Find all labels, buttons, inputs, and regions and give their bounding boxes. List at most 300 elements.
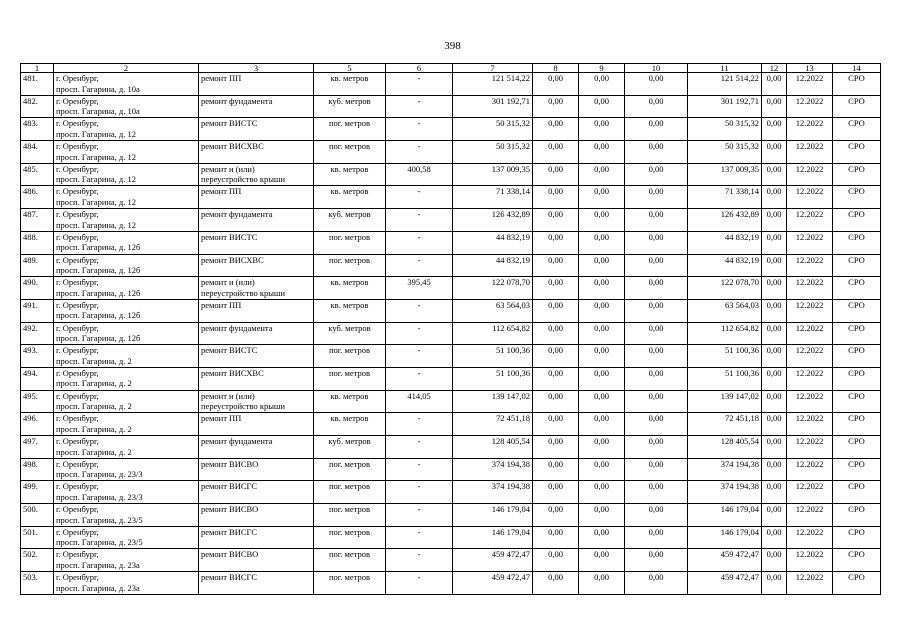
volume-cell: - — [386, 458, 453, 481]
unit-cell: пог. метров — [314, 254, 386, 277]
method-cell: СРО — [833, 231, 881, 254]
address-street: просп. Гагарина, д. 12 — [56, 128, 137, 139]
value-cell-10: 0,00 — [625, 572, 688, 595]
value-cell-9: 0,00 — [579, 549, 625, 572]
address-city: г. Оренбург, — [56, 118, 99, 129]
method-cell: СРО — [833, 254, 881, 277]
row-number-cell: 495. — [21, 390, 54, 413]
address-city: г. Оренбург, — [56, 163, 99, 174]
method-cell: СРО — [833, 526, 881, 549]
value-cell-12: 0,00 — [762, 141, 787, 164]
table-row — [21, 458, 881, 481]
volume-cell: - — [386, 436, 453, 459]
work-type-line1: ремонт ВИСХВС — [201, 141, 264, 152]
address-cell — [54, 458, 199, 481]
value-cell-10: 0,00 — [625, 413, 688, 436]
volume-cell: - — [386, 549, 453, 572]
deadline-cell: 12.2022 — [787, 141, 833, 164]
value-cell-12: 0,00 — [762, 254, 787, 277]
value-cell-12: 0,00 — [762, 118, 787, 141]
address-street: просп. Гагарина, д. 12б — [56, 333, 141, 344]
work-type-cell — [199, 277, 314, 300]
method-cell: СРО — [833, 345, 881, 368]
row-number-cell: 500. — [21, 504, 54, 527]
value-cell-10: 0,00 — [625, 254, 688, 277]
volume-cell: - — [386, 345, 453, 368]
work-type-cell — [199, 345, 314, 368]
total-cost-cell: 459 472,47 — [453, 572, 533, 595]
table-row — [21, 254, 881, 277]
value-cell-10: 0,00 — [625, 209, 688, 232]
value-cell-9: 0,00 — [579, 504, 625, 527]
address-city: г. Оренбург, — [56, 231, 99, 242]
value-cell-12: 0,00 — [762, 504, 787, 527]
value-cell-9: 0,00 — [579, 390, 625, 413]
deadline-cell: 12.2022 — [787, 163, 833, 186]
volume-cell: - — [386, 504, 453, 527]
address-cell — [54, 186, 199, 209]
address-street: просп. Гагарина, д. 2 — [56, 378, 132, 389]
address-city: г. Оренбург, — [56, 322, 99, 333]
work-type-cell — [199, 572, 314, 595]
value-cell-8: 0,00 — [533, 277, 579, 300]
value-cell-12: 0,00 — [762, 345, 787, 368]
value-cell-10: 0,00 — [625, 231, 688, 254]
deadline-cell: 12.2022 — [787, 299, 833, 322]
work-type-cell — [199, 95, 314, 118]
deadline-cell: 12.2022 — [787, 572, 833, 595]
address-city: г. Оренбург, — [56, 413, 99, 424]
total-cost-cell: 121 514,22 — [453, 73, 533, 96]
total-cost-cell: 50 315,32 — [453, 118, 533, 141]
unit-cell: пог. метров — [314, 572, 386, 595]
address-street: просп. Гагарина, д. 12 — [56, 151, 137, 162]
deadline-cell: 12.2022 — [787, 231, 833, 254]
work-type-line1: ремонт ВИСТС — [201, 118, 258, 129]
work-type-line1: ремонт ПП — [201, 299, 242, 310]
address-street: просп. Гагарина, д. 23/5 — [56, 514, 143, 525]
value-cell-8: 0,00 — [533, 254, 579, 277]
column-header: 7 — [453, 64, 533, 73]
work-type-cell — [199, 436, 314, 459]
address-cell — [54, 118, 199, 141]
total-cost-cell: 301 192,71 — [453, 95, 533, 118]
work-type-cell — [199, 367, 314, 390]
value-cell-9: 0,00 — [579, 458, 625, 481]
column-header: 2 — [54, 64, 199, 73]
total-cost-cell: 128 405,54 — [453, 436, 533, 459]
work-type-cell — [199, 254, 314, 277]
value-cell-9: 0,00 — [579, 186, 625, 209]
address-city: г. Оренбург, — [56, 254, 99, 265]
deadline-cell: 12.2022 — [787, 367, 833, 390]
fund-cost-cell: 137 009,35 — [688, 163, 762, 186]
address-city: г. Оренбург, — [56, 186, 99, 197]
table-row — [21, 436, 881, 459]
deadline-cell: 12.2022 — [787, 345, 833, 368]
fund-cost-cell: 139 147,02 — [688, 390, 762, 413]
address-cell — [54, 95, 199, 118]
value-cell-9: 0,00 — [579, 95, 625, 118]
value-cell-8: 0,00 — [533, 95, 579, 118]
work-type-cell — [199, 481, 314, 504]
value-cell-8: 0,00 — [533, 299, 579, 322]
column-header: 13 — [787, 64, 833, 73]
total-cost-cell: 139 147,02 — [453, 390, 533, 413]
value-cell-12: 0,00 — [762, 299, 787, 322]
value-cell-9: 0,00 — [579, 118, 625, 141]
address-city: г. Оренбург, — [56, 73, 99, 83]
address-cell — [54, 413, 199, 436]
fund-cost-cell: 50 315,32 — [688, 118, 762, 141]
value-cell-10: 0,00 — [625, 322, 688, 345]
volume-cell: - — [386, 367, 453, 390]
volume-cell: - — [386, 186, 453, 209]
unit-cell: кв. метров — [314, 163, 386, 186]
unit-cell: пог. метров — [314, 141, 386, 164]
unit-cell: пог. метров — [314, 118, 386, 141]
unit-cell: пог. метров — [314, 231, 386, 254]
value-cell-10: 0,00 — [625, 458, 688, 481]
fund-cost-cell: 374 194,38 — [688, 481, 762, 504]
total-cost-cell: 44 832,19 — [453, 231, 533, 254]
unit-cell: пог. метров — [314, 345, 386, 368]
fund-cost-cell: 72 451,18 — [688, 413, 762, 436]
address-street: просп. Гагарина, д. 2 — [56, 355, 132, 366]
value-cell-8: 0,00 — [533, 413, 579, 436]
table-row — [21, 549, 881, 572]
column-header: 11 — [688, 64, 762, 73]
work-type-cell — [199, 163, 314, 186]
value-cell-8: 0,00 — [533, 209, 579, 232]
total-cost-cell: 72 451,18 — [453, 413, 533, 436]
address-city: г. Оренбург, — [56, 436, 99, 446]
fund-cost-cell: 51 100,36 — [688, 345, 762, 368]
table-row — [21, 413, 881, 436]
unit-cell: куб. метров — [314, 95, 386, 118]
address-street: просп. Гагарина, д. 23а — [56, 582, 140, 593]
column-header: 8 — [533, 64, 579, 73]
address-city: г. Оренбург, — [56, 95, 99, 106]
row-number-cell: 488. — [21, 231, 54, 254]
volume-cell: - — [386, 322, 453, 345]
deadline-cell: 12.2022 — [787, 458, 833, 481]
row-number-cell: 498. — [21, 458, 54, 481]
table-row — [21, 277, 881, 300]
address-street: просп. Гагарина, д. 23/3 — [56, 469, 143, 480]
row-number-cell: 485. — [21, 163, 54, 186]
value-cell-12: 0,00 — [762, 367, 787, 390]
value-cell-10: 0,00 — [625, 141, 688, 164]
work-type-line1: ремонт фундамента — [201, 436, 273, 446]
unit-cell: кв. метров — [314, 73, 386, 96]
value-cell-9: 0,00 — [579, 322, 625, 345]
value-cell-12: 0,00 — [762, 322, 787, 345]
total-cost-cell: 112 654,82 — [453, 322, 533, 345]
address-city: г. Оренбург, — [56, 458, 99, 469]
address-city: г. Оренбург, — [56, 299, 99, 310]
address-street: просп. Гагарина, д. 12б — [56, 287, 141, 298]
address-street: просп. Гагарина, д. 10а — [56, 83, 140, 94]
row-number-cell: 499. — [21, 481, 54, 504]
work-type-cell — [199, 322, 314, 345]
work-type-line1: ремонт фундамента — [201, 209, 273, 220]
value-cell-9: 0,00 — [579, 141, 625, 164]
address-city: г. Оренбург, — [56, 390, 99, 401]
work-type-line1: ремонт и (или) — [201, 390, 255, 401]
row-number-cell: 481. — [21, 73, 54, 96]
volume-cell: - — [386, 254, 453, 277]
value-cell-8: 0,00 — [533, 436, 579, 459]
column-header: 9 — [579, 64, 625, 73]
method-cell: СРО — [833, 95, 881, 118]
address-cell — [54, 436, 199, 459]
deadline-cell: 12.2022 — [787, 209, 833, 232]
method-cell: СРО — [833, 572, 881, 595]
fund-cost-cell: 63 564,03 — [688, 299, 762, 322]
column-header: 1 — [21, 64, 54, 73]
work-type-cell — [199, 458, 314, 481]
address-city: г. Оренбург, — [56, 549, 99, 560]
fund-cost-cell: 459 472,47 — [688, 549, 762, 572]
value-cell-12: 0,00 — [762, 436, 787, 459]
total-cost-cell: 71 338,14 — [453, 186, 533, 209]
volume-cell: - — [386, 95, 453, 118]
method-cell: СРО — [833, 163, 881, 186]
value-cell-8: 0,00 — [533, 526, 579, 549]
unit-cell: пог. метров — [314, 458, 386, 481]
address-street: просп. Гагарина, д. 10а — [56, 106, 140, 117]
value-cell-10: 0,00 — [625, 73, 688, 96]
table-row — [21, 345, 881, 368]
column-header: 6 — [386, 64, 453, 73]
value-cell-12: 0,00 — [762, 572, 787, 595]
value-cell-8: 0,00 — [533, 572, 579, 595]
column-number-row — [21, 64, 881, 73]
row-number-cell: 483. — [21, 118, 54, 141]
value-cell-8: 0,00 — [533, 549, 579, 572]
unit-cell: пог. метров — [314, 504, 386, 527]
address-cell — [54, 299, 199, 322]
address-street: просп. Гагарина, д. 12 — [56, 196, 137, 207]
value-cell-8: 0,00 — [533, 390, 579, 413]
value-cell-12: 0,00 — [762, 526, 787, 549]
deadline-cell: 12.2022 — [787, 413, 833, 436]
total-cost-cell: 51 100,36 — [453, 345, 533, 368]
work-type-cell — [199, 141, 314, 164]
value-cell-9: 0,00 — [579, 73, 625, 96]
value-cell-10: 0,00 — [625, 277, 688, 300]
unit-cell: пог. метров — [314, 481, 386, 504]
address-cell — [54, 254, 199, 277]
unit-cell: пог. метров — [314, 526, 386, 549]
deadline-cell: 12.2022 — [787, 549, 833, 572]
value-cell-12: 0,00 — [762, 186, 787, 209]
value-cell-10: 0,00 — [625, 390, 688, 413]
fund-cost-cell: 44 832,19 — [688, 231, 762, 254]
work-type-cell — [199, 231, 314, 254]
page-number: 398 — [444, 40, 461, 52]
table-row — [21, 481, 881, 504]
deadline-cell: 12.2022 — [787, 277, 833, 300]
table-row — [21, 526, 881, 549]
value-cell-9: 0,00 — [579, 367, 625, 390]
value-cell-8: 0,00 — [533, 141, 579, 164]
value-cell-10: 0,00 — [625, 95, 688, 118]
work-type-cell — [199, 118, 314, 141]
table-row — [21, 95, 881, 118]
volume-cell: - — [386, 73, 453, 96]
work-type-line1: ремонт ВИСВО — [201, 549, 259, 560]
method-cell: СРО — [833, 481, 881, 504]
address-cell — [54, 390, 199, 413]
value-cell-9: 0,00 — [579, 299, 625, 322]
table-row — [21, 299, 881, 322]
method-cell: СРО — [833, 118, 881, 141]
table-row — [21, 367, 881, 390]
value-cell-12: 0,00 — [762, 73, 787, 96]
deadline-cell: 12.2022 — [787, 526, 833, 549]
value-cell-9: 0,00 — [579, 163, 625, 186]
value-cell-10: 0,00 — [625, 481, 688, 504]
address-city: г. Оренбург, — [56, 277, 99, 288]
value-cell-10: 0,00 — [625, 367, 688, 390]
total-cost-cell: 63 564,03 — [453, 299, 533, 322]
method-cell: СРО — [833, 141, 881, 164]
value-cell-8: 0,00 — [533, 322, 579, 345]
value-cell-12: 0,00 — [762, 163, 787, 186]
address-street: просп. Гагарина, д. 12 — [56, 219, 137, 230]
method-cell: СРО — [833, 436, 881, 459]
work-type-cell — [199, 299, 314, 322]
address-street: просп. Гагарина, д. 23/3 — [56, 491, 143, 502]
volume-cell: 400,58 — [386, 163, 453, 186]
value-cell-10: 0,00 — [625, 549, 688, 572]
value-cell-8: 0,00 — [533, 186, 579, 209]
work-type-cell — [199, 186, 314, 209]
method-cell: СРО — [833, 458, 881, 481]
row-number-cell: 489. — [21, 254, 54, 277]
address-cell — [54, 277, 199, 300]
value-cell-9: 0,00 — [579, 345, 625, 368]
value-cell-10: 0,00 — [625, 299, 688, 322]
work-type-line1: ремонт ВИСТС — [201, 231, 258, 242]
address-city: г. Оренбург, — [56, 526, 99, 537]
column-header: 14 — [833, 64, 881, 73]
table-row — [21, 163, 881, 186]
address-cell — [54, 141, 199, 164]
column-header: 5 — [314, 64, 386, 73]
address-street: просп. Гагарина, д. 2 — [56, 423, 132, 434]
address-street: просп. Гагарина, д. 2 — [56, 401, 132, 412]
deadline-cell: 12.2022 — [787, 73, 833, 96]
address-cell — [54, 163, 199, 186]
address-cell — [54, 526, 199, 549]
row-number-cell: 496. — [21, 413, 54, 436]
value-cell-12: 0,00 — [762, 458, 787, 481]
row-number-cell: 494. — [21, 367, 54, 390]
fund-cost-cell: 126 432,89 — [688, 209, 762, 232]
value-cell-8: 0,00 — [533, 504, 579, 527]
unit-cell: кв. метров — [314, 390, 386, 413]
unit-cell: кв. метров — [314, 299, 386, 322]
deadline-cell: 12.2022 — [787, 390, 833, 413]
value-cell-9: 0,00 — [579, 254, 625, 277]
table-row — [21, 322, 881, 345]
method-cell: СРО — [833, 186, 881, 209]
volume-cell: - — [386, 231, 453, 254]
method-cell: СРО — [833, 322, 881, 345]
value-cell-9: 0,00 — [579, 436, 625, 459]
work-type-line1: ремонт ПП — [201, 186, 242, 197]
unit-cell: куб. метров — [314, 322, 386, 345]
address-city: г. Оренбург, — [56, 345, 99, 356]
work-type-line1: ремонт ВИСГС — [201, 481, 257, 492]
work-type-cell — [199, 73, 314, 96]
row-number-cell: 484. — [21, 141, 54, 164]
deadline-cell: 12.2022 — [787, 95, 833, 118]
table-row — [21, 572, 881, 595]
row-number-cell: 502. — [21, 549, 54, 572]
address-city: г. Оренбург, — [56, 141, 99, 152]
row-number-cell: 503. — [21, 572, 54, 595]
value-cell-10: 0,00 — [625, 163, 688, 186]
value-cell-9: 0,00 — [579, 526, 625, 549]
value-cell-10: 0,00 — [625, 504, 688, 527]
fund-cost-cell: 71 338,14 — [688, 186, 762, 209]
fund-cost-cell: 44 832,19 — [688, 254, 762, 277]
address-street: просп. Гагарина, д. 12 — [56, 174, 137, 185]
address-cell — [54, 73, 199, 96]
column-header: 3 — [199, 64, 314, 73]
volume-cell: - — [386, 299, 453, 322]
row-number-cell: 491. — [21, 299, 54, 322]
address-city: г. Оренбург, — [56, 209, 99, 220]
work-type-line1: ремонт ВИСВО — [201, 504, 259, 515]
register-table — [20, 63, 881, 595]
volume-cell: - — [386, 481, 453, 504]
work-type-line1: ремонт ПП — [201, 73, 242, 83]
deadline-cell: 12.2022 — [787, 504, 833, 527]
column-header: 12 — [762, 64, 787, 73]
fund-cost-cell: 146 179,04 — [688, 526, 762, 549]
table-row — [21, 390, 881, 413]
value-cell-12: 0,00 — [762, 413, 787, 436]
address-city: г. Оренбург, — [56, 504, 99, 515]
work-type-line2: переустройство крыши — [201, 174, 286, 185]
address-cell — [54, 549, 199, 572]
total-cost-cell: 44 832,19 — [453, 254, 533, 277]
value-cell-8: 0,00 — [533, 481, 579, 504]
value-cell-8: 0,00 — [533, 367, 579, 390]
value-cell-12: 0,00 — [762, 549, 787, 572]
table-row — [21, 186, 881, 209]
value-cell-10: 0,00 — [625, 436, 688, 459]
address-cell — [54, 345, 199, 368]
deadline-cell: 12.2022 — [787, 481, 833, 504]
value-cell-12: 0,00 — [762, 481, 787, 504]
row-number-cell: 486. — [21, 186, 54, 209]
value-cell-9: 0,00 — [579, 413, 625, 436]
value-cell-8: 0,00 — [533, 118, 579, 141]
fund-cost-cell: 459 472,47 — [688, 572, 762, 595]
volume-cell: - — [386, 118, 453, 141]
total-cost-cell: 50 315,32 — [453, 141, 533, 164]
address-city: г. Оренбург, — [56, 367, 99, 378]
work-type-line1: ремонт ВИСХВС — [201, 367, 264, 378]
unit-cell: кв. метров — [314, 277, 386, 300]
volume-cell: 395,45 — [386, 277, 453, 300]
